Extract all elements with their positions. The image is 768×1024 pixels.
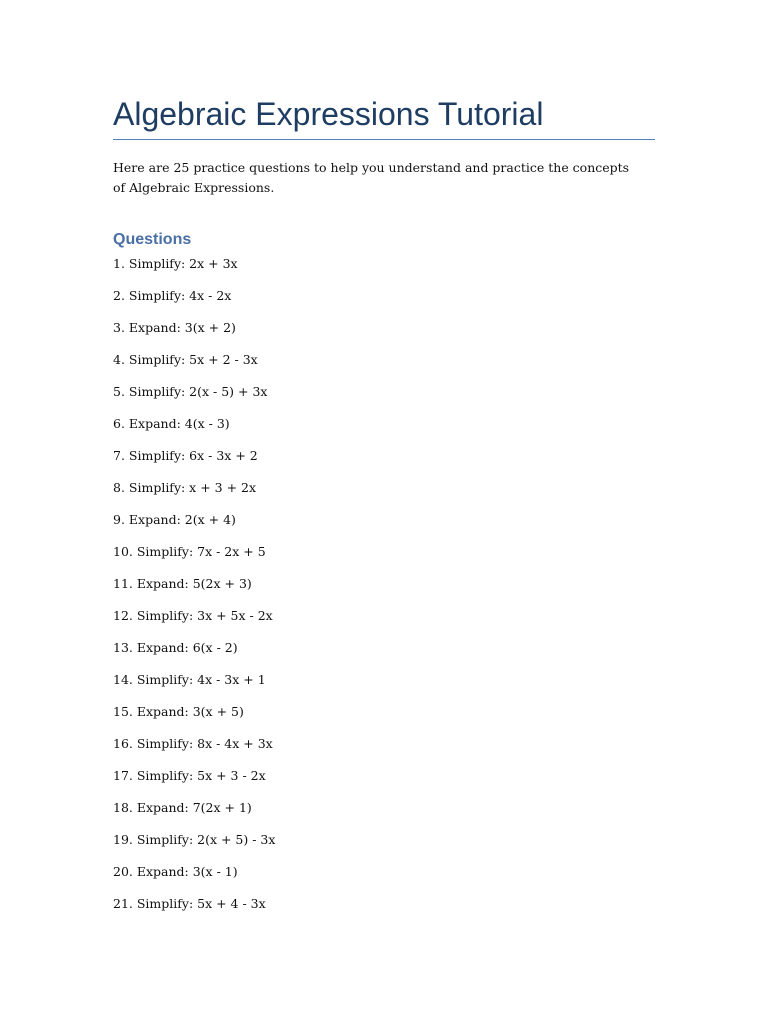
page-title: Algebraic Expressions Tutorial (113, 96, 544, 132)
question-item: 10. Simplify: 7x - 2x + 5 (113, 544, 266, 559)
question-item: 14. Simplify: 4x - 3x + 1 (113, 672, 266, 687)
question-item: 18. Expand: 7(2x + 1) (113, 800, 252, 815)
question-item: 17. Simplify: 5x + 3 - 2x (113, 768, 266, 783)
question-item: 3. Expand: 3(x + 2) (113, 320, 236, 335)
question-item: 2. Simplify: 4x - 2x (113, 288, 232, 303)
title-divider (113, 139, 655, 140)
question-item: 13. Expand: 6(x - 2) (113, 640, 238, 655)
questions-heading: Questions (113, 231, 192, 248)
question-item: 6. Expand: 4(x - 3) (113, 416, 230, 431)
question-item: 15. Expand: 3(x + 5) (113, 704, 244, 719)
question-item: 1. Simplify: 2x + 3x (113, 256, 238, 271)
question-item: 7. Simplify: 6x - 3x + 2 (113, 448, 258, 463)
question-item: 16. Simplify: 8x - 4x + 3x (113, 736, 273, 751)
question-item: 19. Simplify: 2(x + 5) - 3x (113, 832, 276, 847)
question-item: 11. Expand: 5(2x + 3) (113, 576, 252, 591)
question-list (113, 254, 275, 926)
intro-paragraph: Here are 25 practice questions to help you understand and practice the concepts of Algebraic Expressions. (113, 160, 630, 195)
question-item: 9. Expand: 2(x + 4) (113, 512, 236, 527)
question-item: 5. Simplify: 2(x - 5) + 3x (113, 384, 268, 399)
question-item: 4. Simplify: 5x + 2 - 3x (113, 352, 258, 367)
question-item: 21. Simplify: 5x + 4 - 3x (113, 896, 266, 911)
question-item: 20. Expand: 3(x - 1) (113, 864, 238, 879)
question-item: 8. Simplify: x + 3 + 2x (113, 480, 257, 495)
question-item: 12. Simplify: 3x + 5x - 2x (113, 608, 273, 623)
